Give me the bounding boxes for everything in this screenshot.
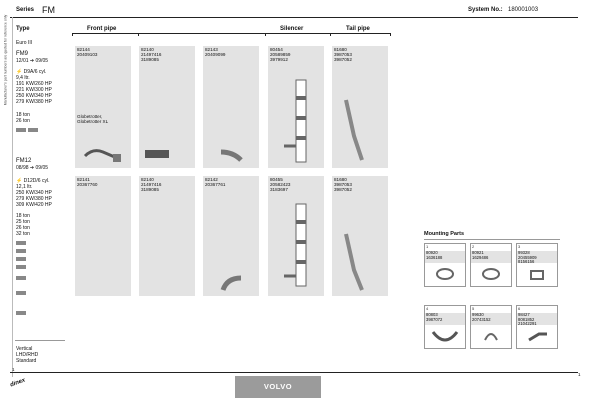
mounting-part-4[interactable]: 4 80803 3987072 [424, 305, 466, 349]
elbow-pipe-drawing [219, 148, 245, 164]
sidebar-divider [15, 340, 65, 341]
mount-icon [16, 310, 27, 316]
part-number: 80921 1629486 [471, 251, 511, 263]
disclaimer-vertical: Manufacturer's part numbers are quoted for reference only [3, 14, 8, 106]
part-number: 98427 8081852 21042291 [517, 313, 557, 325]
axle-icons [16, 264, 27, 270]
system-label: System No.: [468, 7, 503, 13]
model1-name: FM9 [16, 51, 28, 57]
part-number: 99328 20455909 8156156 [517, 251, 557, 263]
brand-banner: VOLVO [235, 376, 321, 398]
engine1-size: 9,4 ltr. [16, 75, 30, 81]
engine1-output: 279 KW/380 HP [16, 99, 52, 105]
engine1-output: 191 KW/260 HP [16, 81, 52, 87]
mounting-part-5[interactable]: 5 99630 20743152 [470, 305, 512, 349]
page-number-left: 1 [12, 367, 15, 372]
mounting-part-1[interactable]: 1 80920 1636188 [424, 243, 466, 287]
part-number: 82141 20367760 [77, 177, 98, 187]
engine1-spec: ⚡ D9A/6 cyl. [16, 69, 47, 75]
mount-orientation: Vertical [16, 346, 33, 352]
tail-pipe-heading: Tail pipe [346, 26, 370, 32]
engine2-spec: ⚡ D12D/6 cyl. [16, 178, 50, 184]
bracket-icon [16, 291, 26, 295]
fitment-type: Standard [16, 358, 37, 364]
euro-class: Euro III [16, 40, 33, 46]
part-card-silencer-1[interactable] [268, 46, 324, 168]
bracket-icon [429, 328, 461, 346]
tick [138, 33, 139, 36]
mounting-parts-heading: Mounting Parts [424, 231, 465, 237]
part-card-front-pipe-3[interactable] [203, 46, 259, 168]
truck-axle-icon [16, 257, 26, 261]
tail-pipe-drawing [340, 230, 370, 296]
engine1-output: 250 KW/340 HP [16, 93, 52, 99]
silencer-heading: Silencer [280, 26, 304, 32]
arrow-right-icon: ➔ [29, 165, 35, 171]
part-number: 80455 20582423 3183697 [270, 177, 291, 192]
engine2-weight: 18 ton [16, 213, 30, 219]
model2-dates: 08/98 ➔ 09/05 [16, 165, 49, 171]
clamp-icon [481, 266, 501, 282]
truck-axle-icon [16, 249, 26, 253]
series-value: FM [42, 5, 55, 15]
clamp-icon [435, 266, 455, 282]
tick [390, 33, 391, 36]
engine2-output: 309 KW/420 HP [16, 202, 52, 208]
part-card-front-pipe-2[interactable] [139, 46, 195, 168]
axle-icons [16, 248, 27, 254]
tick [330, 33, 331, 36]
part-card-tail-pipe-1[interactable] [332, 46, 388, 168]
band-clamp-icon [527, 268, 547, 282]
part-number: 81680 3987053 3987052 [334, 177, 352, 192]
part-card-front-pipe-5[interactable] [139, 176, 195, 296]
drive-side: LHD/RHD [16, 352, 39, 358]
mounting-part-3[interactable]: 3 99328 20455909 8156156 [516, 243, 558, 287]
part-number: 80454 20589859 3979912 [270, 47, 291, 62]
part-card-front-pipe-1[interactable] [75, 46, 131, 168]
hanger-icon [527, 328, 549, 344]
part-number: 81680 3987053 3987052 [334, 47, 352, 62]
part-number: 82142 20367761 [205, 177, 226, 187]
engine1-weight: 26 ton [16, 118, 30, 124]
truck-axle-icon [16, 128, 26, 132]
truck-axle-icon [16, 241, 26, 245]
part-number: 82140 21497416 3189085 [141, 47, 162, 62]
part-number: 82140 21497416 3189085 [141, 177, 162, 192]
section-divider [72, 33, 390, 34]
axle-icons [16, 275, 27, 281]
mount-icon [16, 290, 27, 296]
dinex-logo: dinex [9, 377, 27, 389]
axle-icons [16, 240, 27, 246]
cab-note: Globetrotter, Globetrotter XL [77, 114, 109, 124]
part-card-tail-pipe-2[interactable] [332, 176, 388, 296]
front-pipe-drawing [83, 142, 125, 166]
left-border [12, 17, 13, 377]
truck-axle-icon [28, 128, 38, 132]
arrow-right-icon: ➔ [29, 58, 35, 64]
engine2-weight: 26 ton [16, 225, 30, 231]
truck-axle-icon [16, 265, 26, 269]
engine1-weight: 18 ton [16, 112, 30, 118]
engine-icon: ⚡ [16, 69, 23, 75]
header-divider [10, 17, 578, 18]
elbow-pipe-drawing [219, 274, 245, 294]
part-card-front-pipe-6[interactable] [203, 176, 259, 296]
part-number: 82143 20409099 [205, 47, 226, 57]
engine-icon: ⚡ [16, 178, 23, 184]
mounting-part-2[interactable]: 2 80921 1629486 [470, 243, 512, 287]
tick [72, 33, 73, 36]
front-pipe-heading: Front pipe [87, 26, 117, 32]
mounting-part-6[interactable]: 6 98427 8081852 21042291 [516, 305, 558, 349]
system-number: 180001003 [508, 7, 539, 13]
mounting-divider [424, 239, 560, 240]
part-number: 80803 3987072 [425, 313, 465, 325]
tick [265, 33, 266, 36]
bracket-icon [16, 311, 26, 315]
type-heading: Type [16, 26, 30, 32]
page-number-right: 1 [578, 372, 581, 377]
part-number: 80920 1636188 [425, 251, 465, 263]
engine2-weight: 32 ton [16, 231, 30, 237]
engine2-output: 250 KW/340 HP [16, 190, 52, 196]
tail-pipe-drawing [340, 96, 370, 166]
footer-divider [10, 372, 578, 373]
engine2-weight: 25 ton [16, 219, 30, 225]
silencer-drawing [280, 200, 314, 290]
clamp-drawing [143, 146, 173, 162]
part-number: 99630 20743152 [471, 313, 511, 325]
engine1-output: 221 KW/300 HP [16, 87, 52, 93]
part-number: 82144 20409103 [77, 47, 98, 57]
axle-icons [16, 127, 39, 133]
clamp-icon [481, 328, 501, 344]
part-card-silencer-2[interactable] [268, 176, 324, 296]
series-label: Series [16, 7, 35, 13]
part-card-front-pipe-4[interactable] [75, 176, 131, 296]
model2-name: FM12 [16, 158, 32, 164]
engine2-output: 279 KW/380 HP [16, 196, 52, 202]
model1-dates: 12/01 ➔ 09/05 [16, 58, 49, 64]
engine2-size: 12,1 ltr. [16, 184, 33, 190]
silencer-drawing [280, 76, 314, 166]
truck-axle-icon [16, 276, 26, 280]
axle-icons [16, 256, 27, 262]
